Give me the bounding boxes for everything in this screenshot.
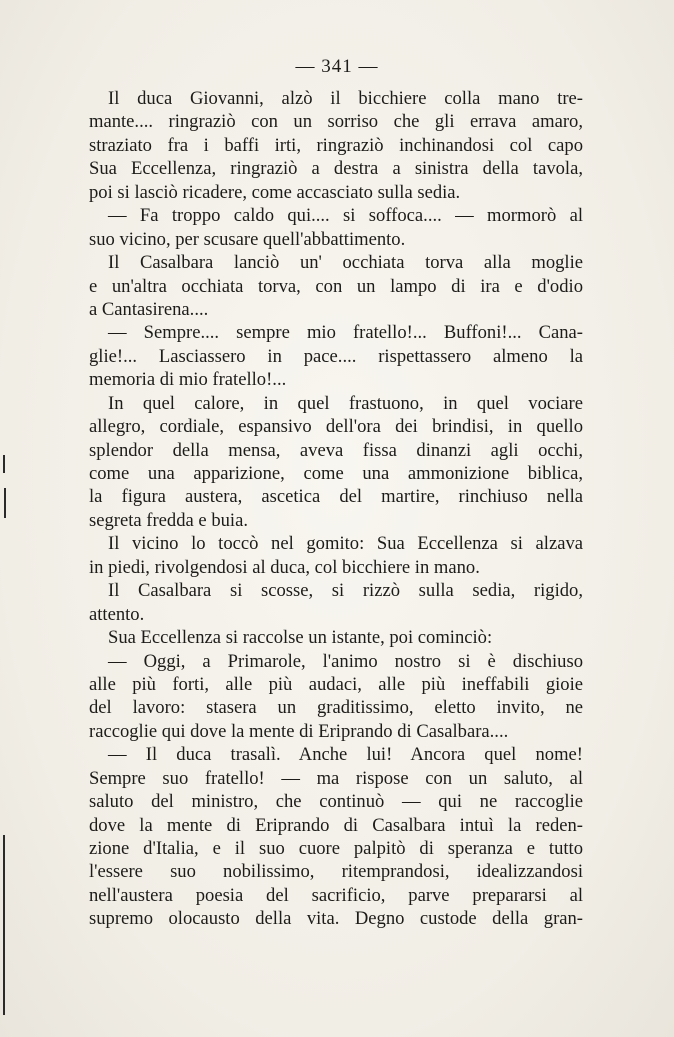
text-line: splendor della mensa, aveva fissa dinanzi agli occhi, [89,439,583,461]
text-line: poi si lasciò ricadere, come accasciato sulla sedia. [89,181,461,203]
text-line: Il vicino lo toccò nel gomito: Sua Eccellenza si alzava [108,533,583,555]
text-line: in piedi, rivolgendosi al duca, col bicchiere in mano. [89,556,480,578]
text-line: nell'austera poesia del sacrificio, parve prepararsi al [89,884,583,906]
text-line: la figura austera, ascetica del martire, rinchiuso nella [89,486,583,508]
text-line: Sua Eccellenza, ringraziò a destra a sinistra della tavola, [89,158,583,180]
text-line: — Fa troppo caldo qui.... si soffoca.... — mormorò al [108,205,583,227]
text-line: Sempre suo fratello! — ma rispose con un saluto, al [89,767,583,789]
text-line: mante.... ringraziò con un sorriso che gli errava amaro, [89,111,583,133]
edge-mark [3,455,5,473]
edge-mark [3,835,5,1015]
text-line: glie!... Lasciassero in pace.... rispettassero almeno la [89,345,583,367]
text-line: memoria di mio fratello!... [89,369,287,391]
text-line: e un'altra occhiata torva, con un lampo di ira e d'odio [89,275,583,297]
text-line: — Oggi, a Primarole, l'animo nostro si è dischiuso [108,650,583,672]
text-line: straziato fra i baffi irti, ringraziò inchinandosi col capo [89,134,583,156]
text-line: del lavoro: stasera un graditissimo, eletto invito, ne [89,697,583,719]
text-line: Il Casalbara si scosse, si rizzò sulla sedia, rigido, [108,580,583,602]
text-line: Il Casalbara lanciò un' occhiata torva alla moglie [108,252,583,274]
text-line: attento. [89,603,145,625]
text-line: suo vicino, per scusare quell'abbattimento. [89,228,406,250]
text-line: zione d'Italia, e il suo cuore palpitò di speranza e tutto [89,838,583,859]
text-line: come una apparizione, come una ammonizione biblica, [89,463,583,484]
text-line: alle più forti, alle più audaci, alle più ineffabili gioie [89,673,583,695]
text-line: l'essere suo nobilissimo, ritemprandosi, idealizzandosi [89,861,583,883]
body-text [89,87,583,931]
page-number: — 341 — [295,56,379,77]
text-line: — Sempre.... sempre mio fratello!... Buffoni!... Cana- [108,322,583,344]
text-line: segreta fredda e buia. [89,509,248,531]
text-line: In quel calore, in quel frastuono, in quel vociare [108,392,583,414]
text-line: Il duca Giovanni, alzò il bicchiere colla mano tre- [108,88,583,109]
text-line: supremo olocausto della vita. Degno custode della gran- [89,908,583,930]
text-line: raccoglie qui dove la mente di Eriprando di Casalbara.... [89,720,509,742]
text-line: saluto del ministro, che continuò — qui ne raccoglie [89,791,583,813]
edge-mark [4,488,6,518]
text-line: Sua Eccellenza si raccolse un istante, poi cominciò: [108,627,493,649]
text-line: — Il duca trasalì. Anche lui! Ancora quel nome! [108,744,583,766]
text-line: a Cantasirena.... [89,298,209,320]
text-line: allegro, cordiale, espansivo dell'ora dei brindisi, in quello [89,416,583,438]
text-line: dove la mente di Eriprando di Casalbara intuì la reden- [89,814,583,836]
